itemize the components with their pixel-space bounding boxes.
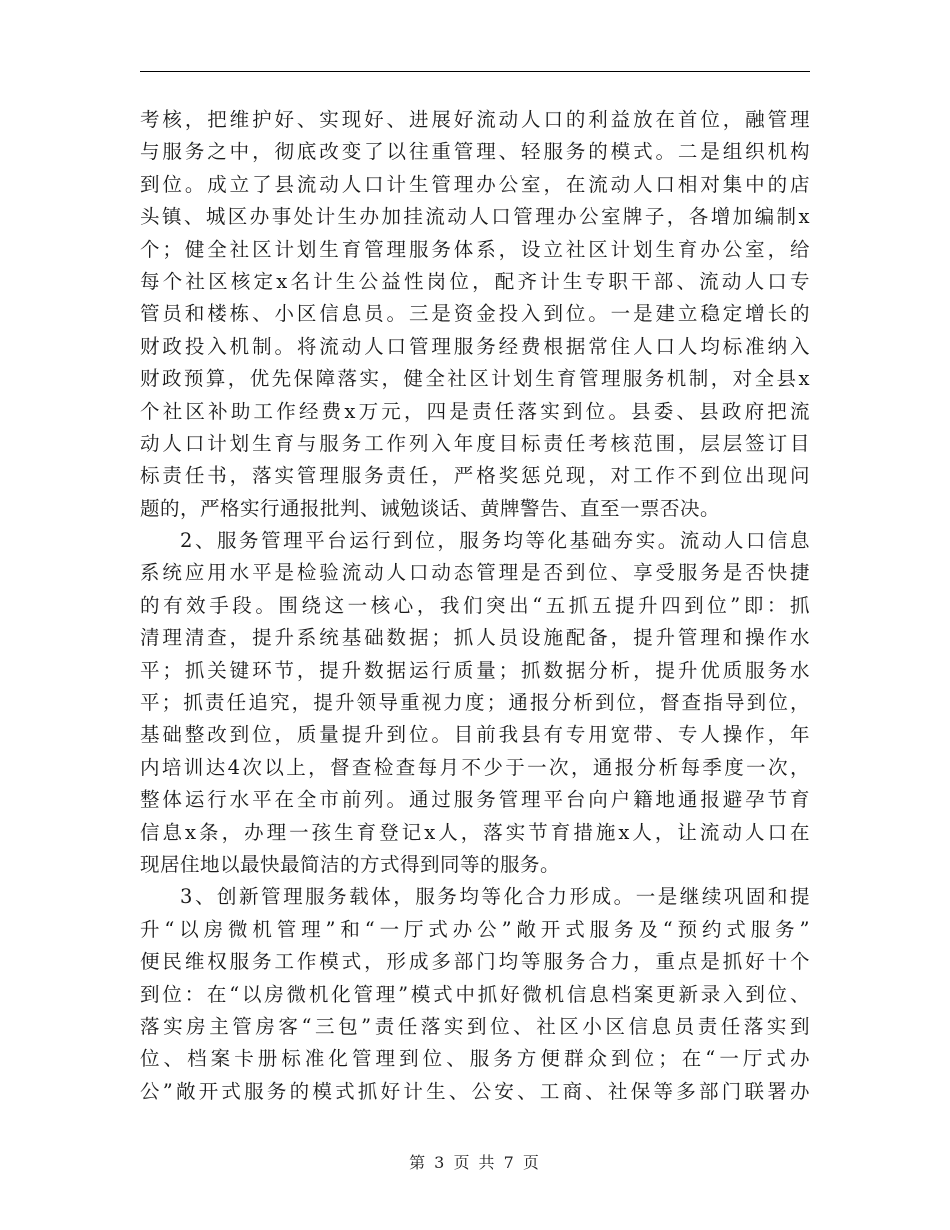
- text-line: 2、服务管理平台运行到位，服务均等化基础夯实。流动人口信息: [180, 529, 810, 553]
- text-line: 每个社区核定x名计生公益性岗位，配齐计生专职干部、流动人口专: [140, 269, 810, 293]
- text-line: 整体运行水平在全市前列。通过服务管理平台向户籍地通报避孕节育: [140, 788, 810, 812]
- text-line: 动人口计划生育与服务工作列入年度目标责任考核范围，层层签订目: [140, 431, 810, 455]
- text-line: 个社区补助工作经费x万元，四是责任落实到位。县委、县政府把流: [140, 399, 810, 423]
- text-line: 到位：在“以房微机化管理”模式中抓好微机信息档案更新录入到位、: [140, 982, 810, 1006]
- text-line: 清理清查，提升系统基础数据；抓人员设施配备，提升管理和操作水: [140, 626, 810, 650]
- text-line: 考核，把维护好、实现好、进展好流动人口的利益放在首位，融管理: [140, 108, 810, 131]
- text-line: 个；健全社区计划生育管理服务体系，设立社区计划生育办公室，给: [140, 237, 810, 261]
- header-rule: [140, 71, 810, 72]
- text-line: 内培训达4次以上，督查检查每月不少于一次，通报分析每季度一次，: [140, 755, 810, 779]
- text-line: 系统应用水平是检验流动人口动态管理是否到位、享受服务是否快捷: [140, 561, 810, 585]
- text-line: 便民维权服务工作模式，形成多部门均等服务合力，重点是抓好十个: [140, 950, 810, 974]
- text-line: 位、档案卡册标准化管理到位、服务方便群众到位；在“一厅式办: [140, 1047, 810, 1071]
- text-line: 3、创新管理服务载体，服务均等化合力形成。一是继续巩固和提: [180, 885, 810, 909]
- text-line: 信息x条，办理一孩生育登记x人，落实节育措施x人，让流动人口在: [140, 820, 810, 844]
- text-line: 财政预算，优先保障落实，健全社区计划生育管理服务机制，对全县x: [140, 367, 810, 391]
- text-line: 与服务之中，彻底改变了以往重管理、轻服务的模式。二是组织机构: [140, 140, 810, 164]
- text-line: 的有效手段。围绕这一核心，我们突出“五抓五提升四到位”即：抓: [140, 593, 810, 617]
- text-line: 标责任书，落实管理服务责任，严格奖惩兑现，对工作不到位出现问: [140, 464, 810, 488]
- text-line: 升“以房微机管理”和“一厅式办公”敞开式服务及“预约式服务”: [140, 917, 810, 941]
- text-line: 管员和楼栋、小区信息员。三是资金投入到位。一是建立稳定增长的: [140, 302, 810, 326]
- text-line: 财政投入机制。将流动人口管理服务经费根据常住人口人均标准纳入: [140, 334, 810, 358]
- text-line: 头镇、城区办事处计生办加挂流动人口管理办公室牌子，各增加编制x: [140, 205, 810, 229]
- text-line: 现居住地以最快最简洁的方式得到同等的服务。: [140, 852, 561, 876]
- text-line: 基础整改到位，质量提升到位。目前我县有专用宽带、专人操作，年: [140, 723, 810, 747]
- text-line: 题的，严格实行通报批判、诫勉谈话、黄牌警告、直至一票否决。: [140, 496, 721, 520]
- text-line: 公”敞开式服务的模式抓好计生、公安、工商、社保等多部门联署办: [140, 1079, 810, 1103]
- text-line: 平；抓关键环节，提升数据运行质量；抓数据分析，提升优质服务水: [140, 658, 810, 682]
- text-line: 平；抓责任追究，提升领导重视力度；通报分析到位，督查指导到位，: [140, 691, 810, 715]
- page-footer: 第 3 页 共 7 页: [409, 1153, 541, 1172]
- body-text: [140, 104, 810, 1108]
- text-line: 落实房主管房客“三包”责任落实到位、社区小区信息员责任落实到: [140, 1014, 810, 1038]
- text-line: 到位。成立了县流动人口计生管理办公室，在流动人口相对集中的店: [140, 172, 810, 196]
